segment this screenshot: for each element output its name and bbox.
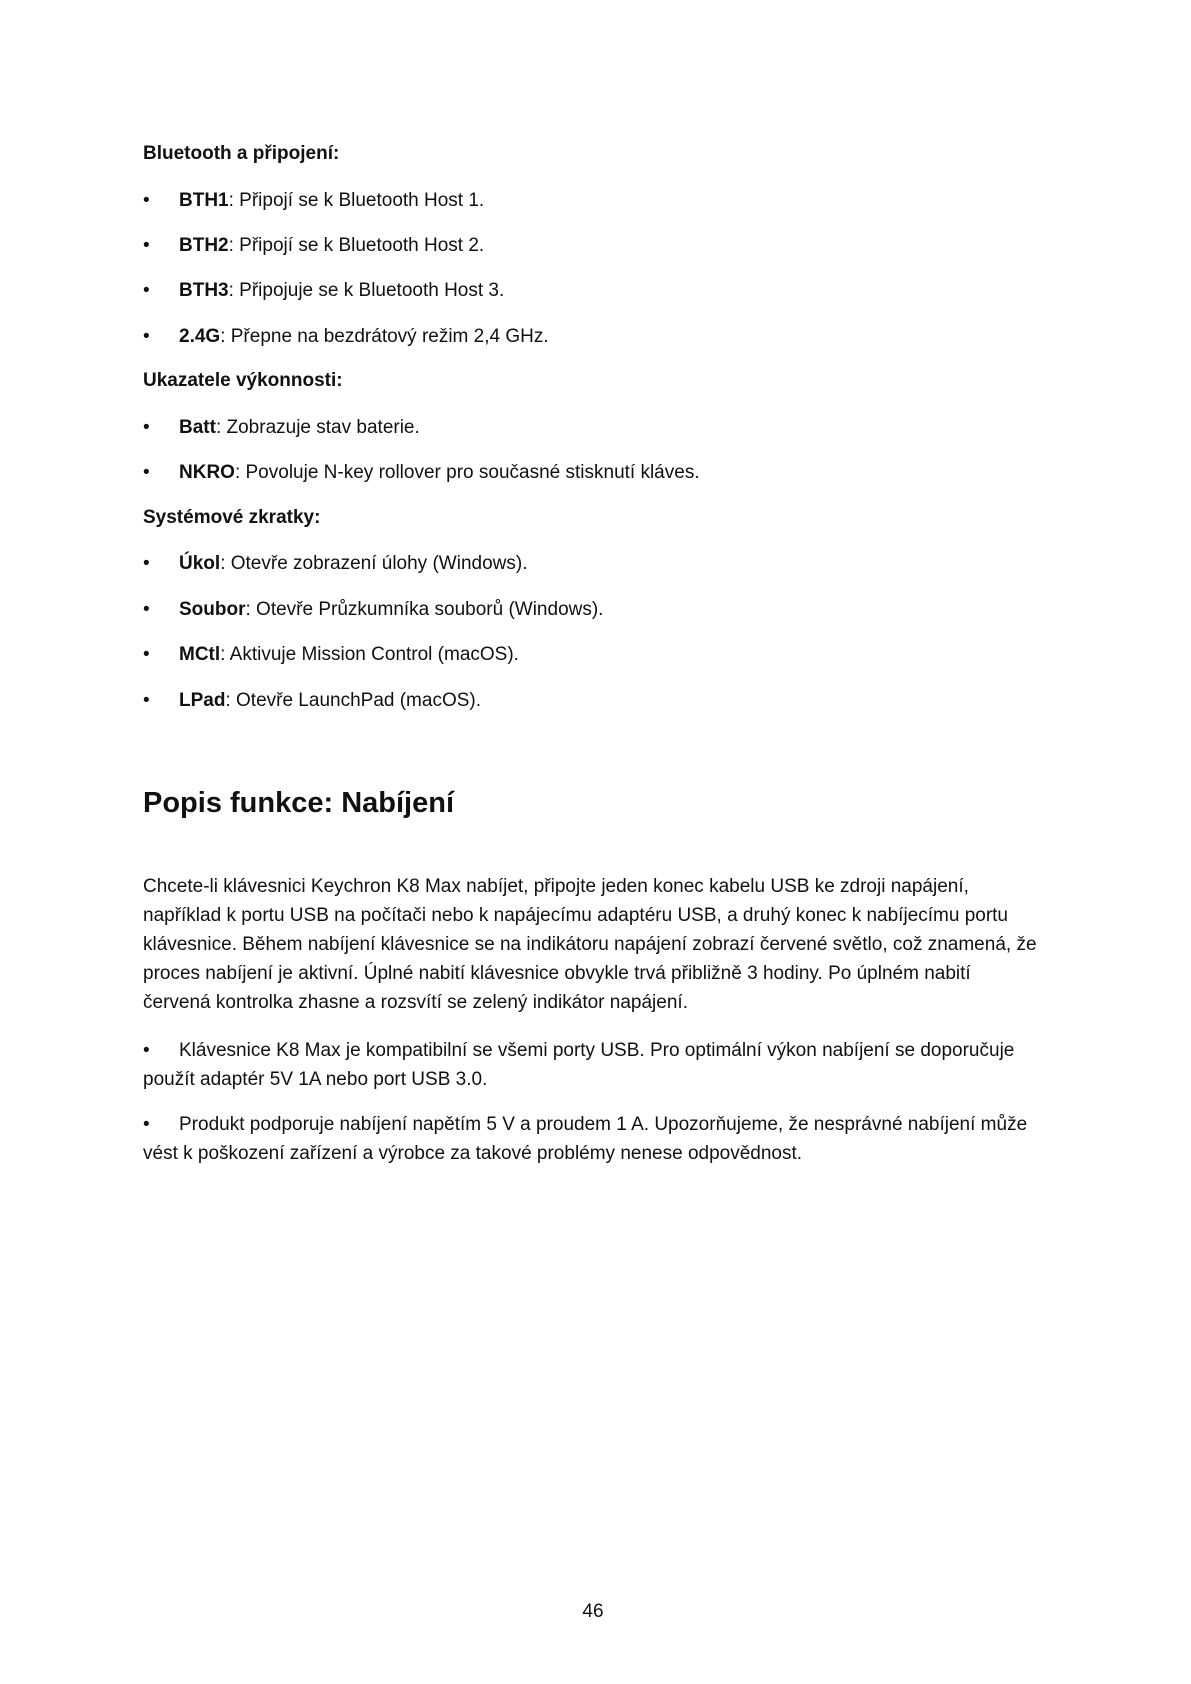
charging-heading: Popis funkce: Nabíjení xyxy=(143,787,454,819)
page-number: 46 xyxy=(582,1601,604,1622)
bullet-icon: • xyxy=(143,235,150,256)
document-page xyxy=(143,0,1043,1684)
item-term: MCtl xyxy=(179,644,221,665)
section-heading-performance: Ukazatele výkonnosti: xyxy=(143,370,343,391)
bullet-icon: • xyxy=(143,690,150,711)
item-term: Soubor xyxy=(179,599,246,620)
bullet-icon: • xyxy=(143,190,150,211)
item-desc: : Zobrazuje stav baterie. xyxy=(215,417,420,438)
bullet-icon: • xyxy=(143,1114,150,1135)
item-term: NKRO xyxy=(179,462,235,483)
charging-bullet-text: Klávesnice K8 Max je kompatibilní se všemi porty USB. Pro optimální výkon nabíjení se doporučuje použít adaptér 5V 1A nebo port USB 3.0. xyxy=(143,1040,1015,1090)
item-term: BTH2 xyxy=(179,235,229,256)
item-desc: : Přepne na bezdrátový režim 2,4 GHz. xyxy=(220,326,549,347)
section-heading-bluetooth: Bluetooth a připojení: xyxy=(143,143,340,164)
bullet-icon: • xyxy=(143,599,150,620)
section-heading-shortcuts: Systémové zkratky: xyxy=(143,507,321,528)
bullet-icon: • xyxy=(143,553,150,574)
item-desc: : Otevře Průzkumníka souborů (Windows). xyxy=(245,599,604,620)
charging-paragraph: Chcete-li klávesnici Keychron K8 Max nabíjet, připojte jeden konec kabelu USB ke zdroji napájení, například k portu USB na počítači nebo k napájecímu adaptéru USB, a druhý konec k nabíjecímu portu klávesnice. Během nabíjení klávesnice se na indikátoru napájení zobrazí červené světlo, což znamená, že proces nabíjení je aktivní. Úplné nabití klávesnice obvykle trvá přibližně 3 hodiny. Po úplném nabití červená kontrolka zhasne a rozsvítí se zelený indikátor napájení. xyxy=(143,876,1037,1013)
item-desc: : Připojuje se k Bluetooth Host 3. xyxy=(228,280,505,301)
item-term: BTH1 xyxy=(179,190,229,211)
item-term: Batt xyxy=(179,417,216,438)
item-term: BTH3 xyxy=(179,280,229,301)
bullet-icon: • xyxy=(143,280,150,301)
bullet-icon: • xyxy=(143,417,150,438)
item-desc: : Připojí se k Bluetooth Host 1. xyxy=(228,190,485,211)
item-desc: : Otevře LaunchPad (macOS). xyxy=(225,690,482,711)
bullet-icon: • xyxy=(143,326,150,347)
item-term: 2.4G xyxy=(179,326,221,347)
item-term: Úkol xyxy=(179,553,221,574)
charging-bullet-1 xyxy=(143,1036,1043,1094)
item-term: LPad xyxy=(179,690,226,711)
item-desc: : Povoluje N-key rollover pro současné stisknutí kláves. xyxy=(234,462,700,483)
item-desc: : Aktivuje Mission Control (macOS). xyxy=(220,644,519,665)
bullet-icon: • xyxy=(143,644,150,665)
charging-bullet-2 xyxy=(143,1110,1043,1168)
item-desc: : Připojí se k Bluetooth Host 2. xyxy=(228,235,485,256)
item-desc: : Otevře zobrazení úlohy (Windows). xyxy=(220,553,528,574)
charging-bullet-text: Produkt podporuje nabíjení napětím 5 V a proudem 1 A. Upozorňujeme, že nesprávné nabíjení může vést k poškození zařízení a výrobce za takové problémy nenese odpovědnost. xyxy=(143,1114,1028,1164)
bullet-icon: • xyxy=(143,1040,150,1061)
bullet-icon: • xyxy=(143,462,150,483)
